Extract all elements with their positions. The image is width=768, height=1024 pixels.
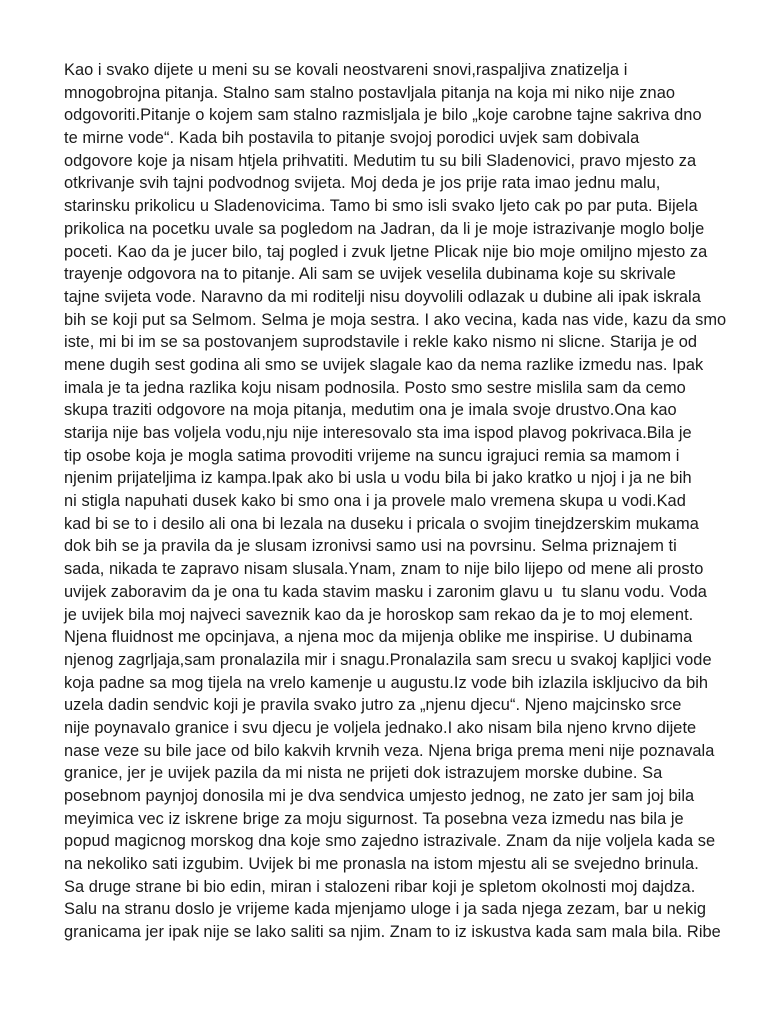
text-line: tajne svijeta vode. Naravno da mi roditelji nisu doyvolili odlazak u dubine ali ipak iskrala [64,287,701,306]
text-line: Salu na stranu doslo je vrijeme kada mjenjamo uloge i ja sada njega zezam, bar u nekig [64,900,707,919]
text-line: nase veze su bile jace od bilo kakvih krvnih veza. Njena briga prema meni nije poznavala [64,741,715,760]
text-line: uvijek zaboravim da je ona tu kada stavim masku i zaronim glavu u tu slanu vodu. Voda [64,582,707,601]
text-line: granicama jer ipak nije se lako saliti sa njim. Znam to iz iskustva kada sam mala bila. Ribe [64,923,721,942]
text-line: koja padne sa mog tijela na vrelo kamenje u augustu.Iz vode bih izlazila iskljucivo da bih [64,673,709,692]
text-line: sada, nikada te zapravo nisam slusala.Ynam, znam to nije bilo lijepo od mene ali prosto [64,560,704,579]
text-line: njenog zagrljaja,sam pronalazila mir i snagu.Pronalazila sam srecu u svakoj kapljici vode [64,650,712,669]
text-line: poceti. Kao da je jucer bilo, taj pogled i zvuk ljetne Plicak nije bio moje omiljno mjesto za [64,242,708,261]
text-line: na nekoliko sati izgubim. Uvijek bi me pronasla na istom mjestu ali se svejedno brinula. [64,855,699,874]
text-line: popud magicnog morskog dna koje smo zajedno istrazivale. Znam da nije voljela kada se [64,832,716,851]
text-line: posebnom paynjoj donosila mi je dva sendvica umjesto jednog, ne zato jer sam joj bila [64,787,695,805]
text-line: odgovore koje ja nisam htjela prihvatiti. Medutim tu su bili Sladenovici, pravo mjesto za [64,151,697,170]
text-line: tip osobe koja je mogla satima provoditi vrijeme na suncu igrajuci remia sa mamom i [64,446,680,465]
text-line: otkrivanje svih tajni podvodnog svijeta. Moj deda je jos prije rata imao jednu malu, [64,174,661,193]
text-line: njenim prijateljima iz kampa.Ipak ako bi usla u vodu bila bi jako kratko u njoj i ja ne bih [64,469,692,488]
text-line: uzela dadin sendvic koji je pravila svako jutro za „njenu djecu“. Njeno majcinsko srce [64,696,682,715]
text-line: ni stigla napuhati dusek kako bi smo ona i ja provele malo vremena skupa u vodi.Kad [64,492,686,511]
body-text [64,59,764,944]
text-line: trayenje odgovora na to pitanje. Ali sam se uvijek veselila dubinama koje su skrivale [64,265,676,284]
text-line: kad bi se to i desilo ali ona bi lezala na duseku i pricala o svojim tinejdzerskim mukama [64,514,699,533]
text-line: je uvijek bila moj najveci saveznik kao da je horoskop sam rekao da je to moj element. [64,605,694,624]
text-line: iste, mi bi im se sa postovanjem suprodstavile i rekle kako nismo ni slicne. Starija je od [64,333,698,352]
text-line: dok bih se ja pravila da je slusam izronivsi samo usi na povrsinu. Selma priznajem ti [64,537,677,556]
text-line: starinsku prikolicu u Sladenovicima. Tamo bi smo isli svako ljeto cak po par puta. Bijela [64,197,698,216]
text-line: Sa druge strane bi bio edin, miran i stalozeni ribar koji je spletom okolnosti moj dajdza. [64,877,696,896]
text-line: bih se koji put sa Selmom. Selma je moja sestra. I ako vecina, kada nas vide, kazu da smo [64,310,727,329]
text-line: imala je ta jedna razlika koju nisam podnosila. Posto smo sestre mislila sam da cemo [64,378,686,397]
text-line: granice, jer je uvijek pazila da mi nista ne prijeti dok istrazujem morske dubine. Sa [64,764,663,783]
text-line: te mirne vode“. Kada bih postavila to pitanje svojoj porodici uvjek sam dobivala [64,129,640,148]
text-line: meyimica vec iz iskrene brige za moju sigurnost. Ta posebna veza izmedu nas bila je [64,809,684,828]
text-line: skupa traziti odgovore na moja pitanja, medutim ona je imala svoje drustvo.Ona kao [64,401,677,420]
text-line: Njena fluidnost me opcinjava, a njena moc da mijenja oblike me inspirise. U dubinama [64,628,693,647]
text-line: odgovoriti.Pitanje o kojem sam stalno razmisljala je bilo „koje carobne tajne sakriva dno [64,106,702,125]
text-line: prikolica na pocetku uvale sa pogledom na Jadran, da li je moje istrazivanje moglo bolje [64,219,705,238]
text-line: mnogobrojna pitanja. Stalno sam stalno postavljala pitanja na koja mi niko nije znao [64,83,676,102]
text-line: Kao i svako dijete u meni su se kovali neostvareni snovi,raspaljiva znatizelja i [64,61,628,79]
text-line: starija nije bas voljela vodu,nju nije interesovalo sta ima ispod plavog pokrivaca.Bila je [64,424,692,442]
text-line: mene dugih sest godina ali smo se uvijek slagale kao da nema razlike izmedu nas. Ipak [64,355,704,374]
text-line: nije poynavaIo granice i svu djecu je voljela jednako.I ako nisam bila njeno krvno dijete [64,718,697,737]
